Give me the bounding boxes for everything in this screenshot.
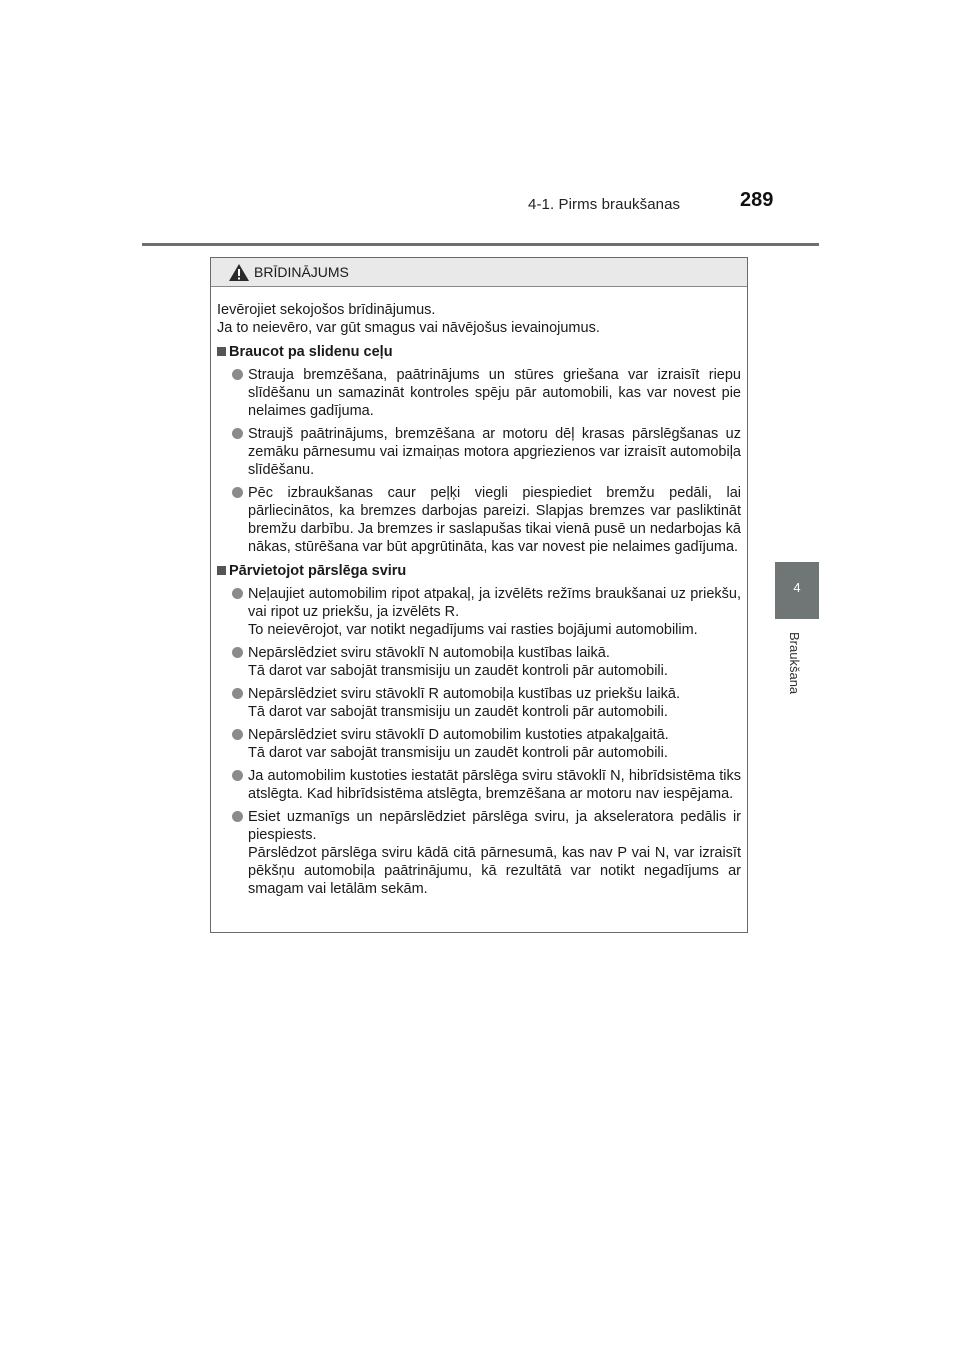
- list-item: [217, 484, 741, 556]
- section-title: [217, 343, 741, 361]
- list-item: [217, 767, 741, 803]
- list-item: [217, 685, 741, 721]
- circle-bullet-icon: [232, 588, 243, 599]
- list-item-note: Tā darot var sabojāt transmisiju un zaudēt kontroli pār automobili.: [248, 663, 668, 679]
- section-slippery-road: [217, 343, 741, 556]
- list-item-note: To neievērojot, var notikt negadījums vai rasties bojājumi automobilim.: [248, 622, 698, 638]
- warning-body: [211, 287, 747, 898]
- list-item-note: Pārslēdzot pārslēga sviru kādā citā pārnesumā, kas nav P vai N, var izraisīt pēkšņu automobiļa paātrinājumu, kā rezultātā var notikt negadījums ar smagam vai letālām sekām.: [248, 845, 741, 897]
- list-item-text: Neļaujiet automobilim ripot atpakaļ, ja izvēlēts režīms braukšanai uz priekšu, vai ripot uz priekšu, ja izvēlēts R.: [248, 586, 741, 620]
- intro-line: Ievērojiet sekojošos brīdinājumus.: [217, 302, 436, 318]
- section-title: [217, 562, 741, 580]
- list-item-text: Ja automobilim kustoties iestatāt pārslēga sviru stāvoklī N, hibrīdsistēma tiks atslēgta. Kad hibrīdsistēma atslēgta, bremzēšana ar motoru nav iespējama.: [248, 768, 741, 802]
- circle-bullet-icon: [232, 647, 243, 658]
- circle-bullet-icon: [232, 487, 243, 498]
- list-item: [217, 808, 741, 898]
- list-item: [217, 425, 741, 479]
- list-item-note: Tā darot var sabojāt transmisiju un zaudēt kontroli pār automobili.: [248, 745, 668, 761]
- list-item: [217, 366, 741, 420]
- list-item-text: Esiet uzmanīgs un nepārslēdziet pārslēga sviru, ja akseleratora pedālis ir piespiests.: [248, 809, 741, 843]
- list-item: [217, 585, 741, 639]
- list-item-text: Pēc izbraukšanas caur peļķi viegli piespiediet bremžu pedāli, lai pārliecinātos, ka bremzes darbojas pareizi. Slapjas bremzes var pasliktināt bremžu darbību. Ja bremzes ir saslapušas tikai vienā pusē un nedarbojas kā nākas, stūrēšana var būt apgrūtināta, kas var novest pie nelaimes gadījuma.: [248, 485, 741, 555]
- square-bullet-icon: [217, 347, 226, 356]
- square-bullet-icon: [217, 566, 226, 575]
- list-item-text: Strauja bremzēšana, paātrinājums un stūres griešana var izraisīt riepu slīdēšanu un samazināt kontroles spēju pār automobili, kas var novest pie nelaimes gadījuma.: [248, 367, 741, 419]
- list-item-note: Tā darot var sabojāt transmisiju un zaudēt kontroli pār automobili.: [248, 704, 668, 720]
- warning-title: BRĪDINĀJUMS: [254, 264, 349, 280]
- intro-line: Ja to neievēro, var gūt smagus vai nāvējošus ievainojumus.: [217, 320, 600, 336]
- list-item-text: Straujš paātrinājums, bremzēšana ar motoru dēļ krasas pārslēgšanas uz zemāku pārnesumu vai izmaiņas motora apgriezienos var izraisīt automobiļa slīdēšanu.: [248, 426, 741, 478]
- section-shift-lever: [217, 562, 741, 898]
- list-item-text: Nepārslēdziet sviru stāvoklī N automobiļa kustības laikā.: [248, 645, 610, 661]
- list-item: [217, 726, 741, 762]
- warning-header: [211, 258, 747, 287]
- circle-bullet-icon: [232, 770, 243, 781]
- circle-bullet-icon: [232, 428, 243, 439]
- header-divider: [142, 243, 819, 246]
- list-item: [217, 644, 741, 680]
- circle-bullet-icon: [232, 369, 243, 380]
- list-item-text: Nepārslēdziet sviru stāvoklī D automobilim kustoties atpakaļgaitā.: [248, 727, 669, 743]
- circle-bullet-icon: [232, 688, 243, 699]
- chapter-number: 4: [793, 580, 801, 595]
- chapter-label: Braukšana: [787, 632, 802, 695]
- warning-intro: [217, 301, 741, 337]
- circle-bullet-icon: [232, 811, 243, 822]
- header-section-title: 4-1. Pirms braukšanas: [528, 196, 681, 213]
- circle-bullet-icon: [232, 729, 243, 740]
- section-title-text: Pārvietojot pārslēga sviru: [229, 563, 407, 579]
- list-item-text: Nepārslēdziet sviru stāvoklī R automobiļa kustības uz priekšu laikā.: [248, 686, 680, 702]
- warning-triangle-icon: [228, 263, 250, 282]
- chapter-tab: [775, 562, 819, 619]
- warning-box: [210, 257, 748, 933]
- page-number: 289: [740, 189, 774, 211]
- section-title-text: Braucot pa slidenu ceļu: [229, 344, 393, 360]
